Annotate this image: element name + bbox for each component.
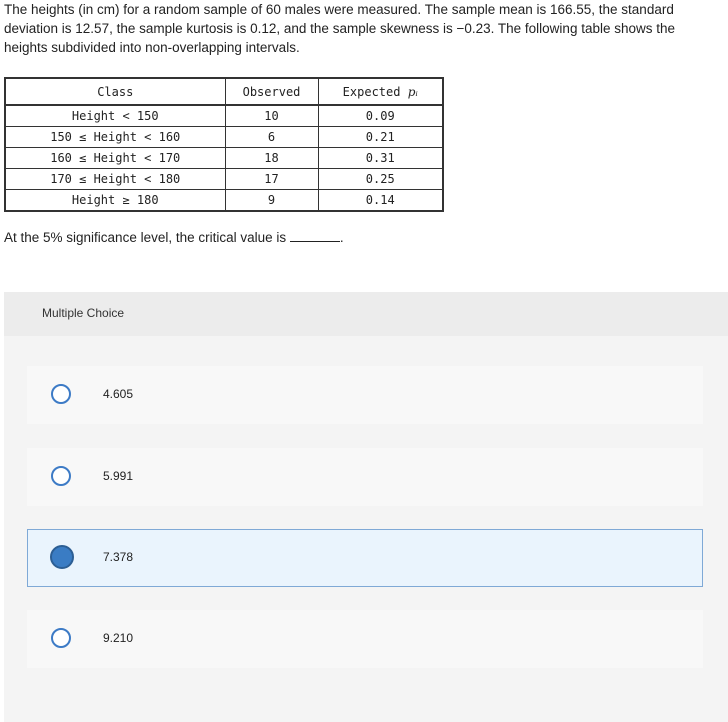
cell-expected: 0.25	[318, 169, 443, 190]
radio-button-selected[interactable]	[50, 545, 74, 569]
question-text	[4, 229, 344, 245]
cell-expected: 0.21	[318, 127, 443, 148]
header-expected-label: Expected	[342, 84, 408, 99]
header-observed: Observed	[225, 78, 318, 105]
table-row	[5, 127, 443, 148]
answer-blank	[290, 229, 340, 242]
cell-observed: 6	[225, 127, 318, 148]
multiple-choice-title: Multiple Choice	[42, 306, 125, 320]
choice-option-d[interactable]	[27, 610, 703, 668]
cell-observed: 18	[225, 148, 318, 169]
table-row	[5, 148, 443, 169]
radio-button[interactable]	[51, 466, 71, 486]
problem-intro: The heights (in cm) for a random sample of 60 males were measured. The sample mean is 166.55, the standard deviation is 12.57, the sample kurtosis is 0.12, and the sample skewness is −0.23. The following table shows the heights subdivided into non-overlapping intervals.	[4, 2, 676, 55]
header-expected	[318, 78, 443, 105]
multiple-choice-header	[4, 292, 728, 336]
choice-option-c[interactable]	[27, 529, 703, 587]
choice-label: 9.210	[103, 631, 134, 645]
choice-option-b[interactable]	[27, 448, 703, 506]
multiple-choice-panel	[4, 292, 728, 722]
table-header-row	[5, 78, 443, 105]
cell-class: Height < 150	[5, 105, 225, 127]
choice-option-a[interactable]	[27, 366, 703, 424]
choice-label: 7.378	[103, 550, 134, 564]
choice-label: 4.605	[103, 387, 134, 401]
cell-class: 160 ≤ Height < 170	[5, 148, 225, 169]
cell-observed: 9	[225, 190, 318, 212]
radio-button[interactable]	[51, 384, 71, 404]
table-row	[5, 169, 443, 190]
cell-expected: 0.31	[318, 148, 443, 169]
header-class: Class	[5, 78, 225, 105]
question-prompt: At the 5% significance level, the critical value is	[4, 230, 290, 245]
header-pi-symbol: pᵢ	[407, 84, 418, 99]
cell-observed: 17	[225, 169, 318, 190]
cell-class: 170 ≤ Height < 180	[5, 169, 225, 190]
choice-label: 5.991	[103, 469, 134, 483]
cell-expected: 0.09	[318, 105, 443, 127]
cell-class: Height ≥ 180	[5, 190, 225, 212]
frequency-table	[4, 77, 444, 212]
cell-expected: 0.14	[318, 190, 443, 212]
cell-class: 150 ≤ Height < 160	[5, 127, 225, 148]
table-row	[5, 190, 443, 212]
table-row	[5, 105, 443, 127]
question-end: .	[339, 230, 344, 245]
cell-observed: 10	[225, 105, 318, 127]
radio-button[interactable]	[51, 628, 71, 648]
